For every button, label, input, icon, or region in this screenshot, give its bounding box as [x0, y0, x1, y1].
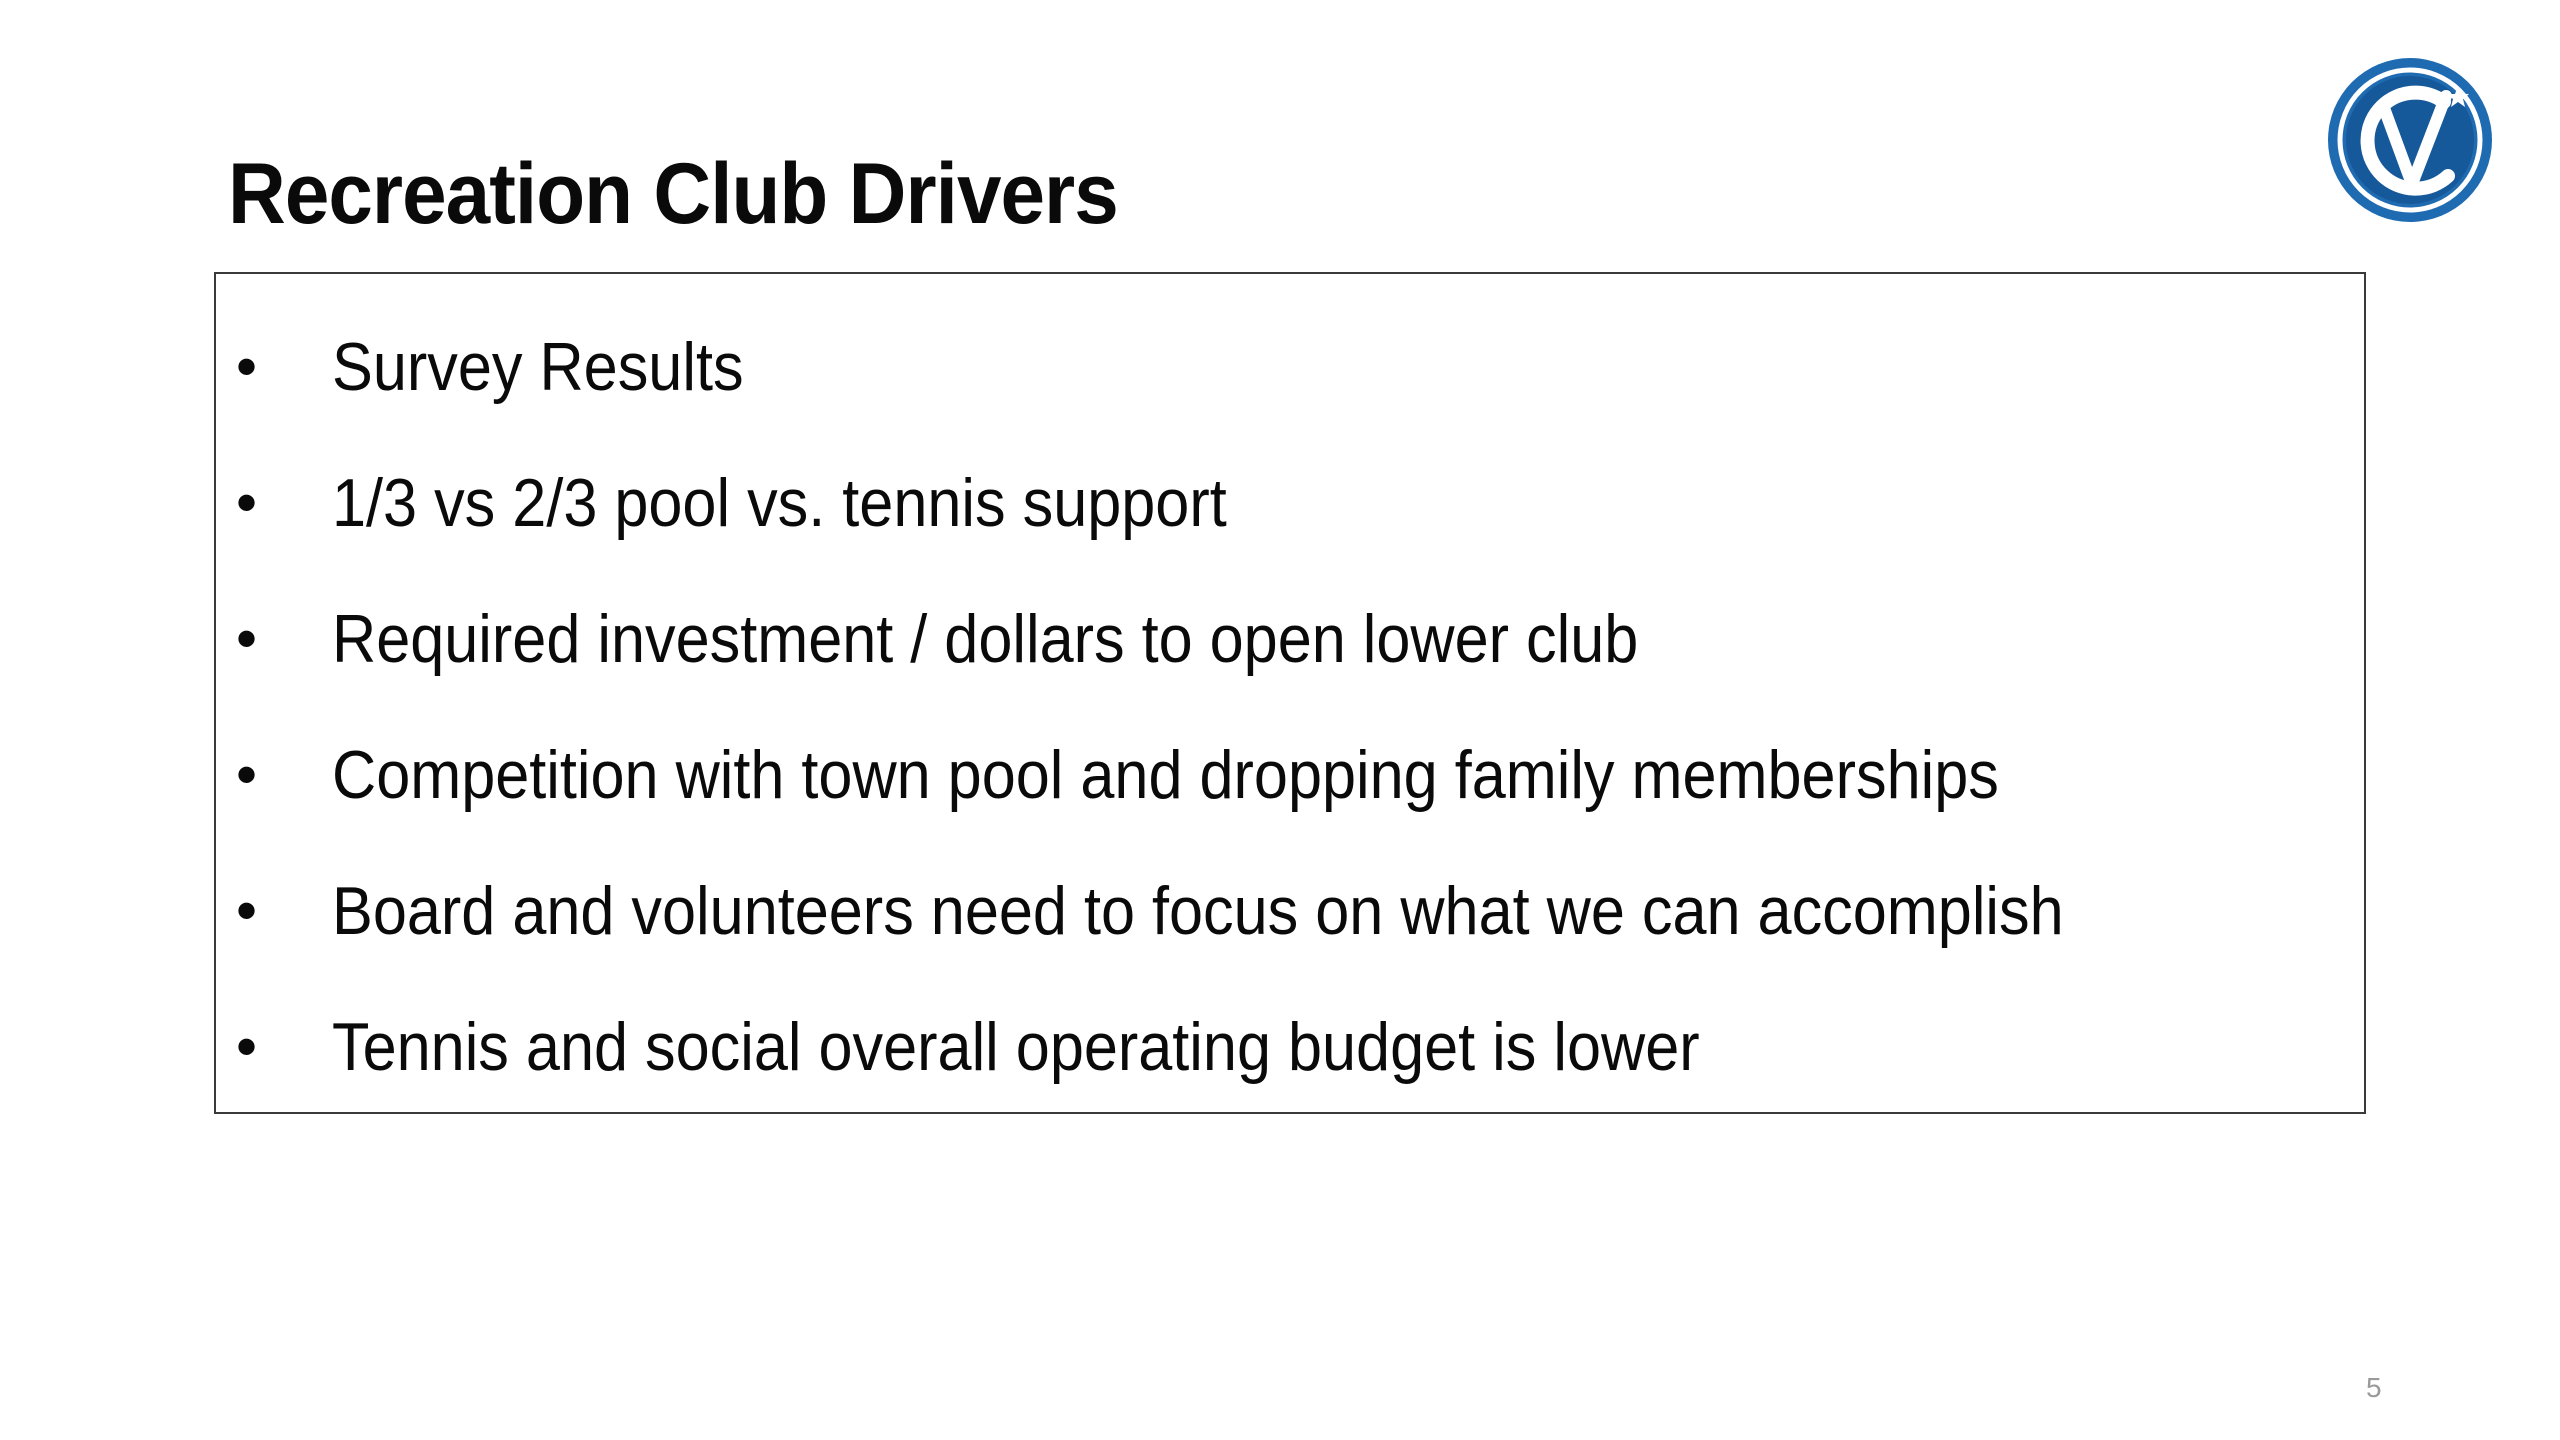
- list-item: [216, 1002, 2356, 1092]
- list-item: [216, 322, 2356, 412]
- bullet-dot: •: [236, 1013, 258, 1080]
- bullet-text: Survey Results: [332, 329, 744, 405]
- bullet-text: Competition with town pool and dropping family memberships: [332, 737, 1999, 813]
- bullet-text: Tennis and social overall operating budget is lower: [332, 1009, 1700, 1085]
- bullet-content-box: [214, 272, 2366, 1114]
- bullet-dot: •: [236, 877, 258, 944]
- list-item: [216, 458, 2356, 548]
- page-number: 5: [2366, 1372, 2382, 1403]
- bullet-dot: •: [236, 469, 258, 536]
- list-item: [216, 594, 2356, 684]
- bullet-dot: •: [236, 333, 258, 400]
- bullet-dot: •: [236, 605, 258, 672]
- list-item: [216, 730, 2356, 820]
- bullet-text: Board and volunteers need to focus on what we can accomplish: [332, 873, 2064, 949]
- bullet-dot: •: [236, 741, 258, 808]
- bullet-text: 1/3 vs 2/3 pool vs. tennis support: [332, 465, 1227, 541]
- cv-circle-logo-icon: [2326, 56, 2494, 224]
- list-item: [216, 866, 2356, 956]
- bullet-text: Required investment / dollars to open lower club: [332, 601, 1639, 677]
- slide-title: Recreation Club Drivers: [228, 146, 1118, 242]
